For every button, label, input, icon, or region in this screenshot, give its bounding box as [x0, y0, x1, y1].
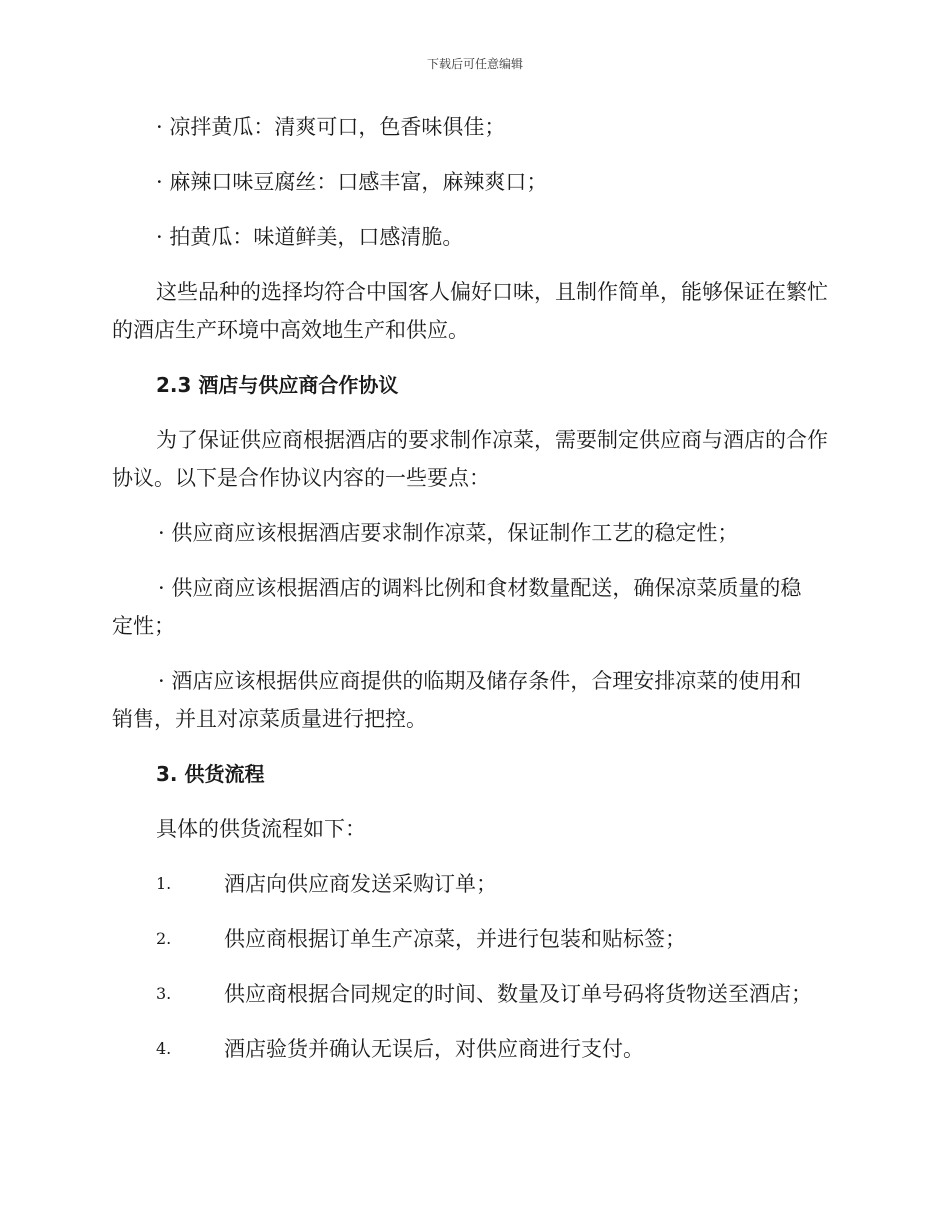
bullet-item — [112, 569, 832, 645]
paragraph: 具体的供货流程如下： — [156, 817, 366, 841]
step-text: 酒店验货并确认无误后，对供应商进行支付。 — [224, 1037, 644, 1061]
list-item — [156, 920, 832, 958]
list-item — [156, 1030, 832, 1068]
paragraph: 这些品种的选择均符合中国客人偏好口味，且制作简单，能够保证在繁忙的酒店生产环境中高效地生产和供应。 — [112, 280, 828, 342]
bullet-item: · 拍黄瓜：味道鲜美，口感清脆。 — [156, 225, 464, 249]
step-text: 供应商根据合同规定的时间、数量及订单号码将货物送至酒店； — [224, 982, 812, 1006]
step-number: 2. — [156, 929, 172, 948]
bullet-text-continued: 定性； — [112, 614, 175, 638]
bullet-item: · 凉拌黄瓜：清爽可口，色香味俱佳； — [156, 115, 506, 139]
paragraph: 为了保证供应商根据酒店的要求制作凉菜，需要制定供应商与酒店的合作协议。以下是合作协议内容的一些要点： — [112, 428, 828, 490]
document-body — [112, 108, 832, 1085]
bullet-item: · 麻辣口味豆腐丝：口感丰富，麻辣爽口； — [156, 170, 548, 194]
section-heading-3: 3. 供货流程 — [156, 762, 265, 786]
bullet-text-continued: 销售，并且对凉菜质量进行把控。 — [112, 707, 427, 731]
step-text: 酒店向供应商发送采购订单； — [224, 872, 497, 896]
list-item — [156, 865, 832, 903]
step-number: 1. — [156, 874, 172, 893]
section-heading-2-3: 2.3 酒店与供应商合作协议 — [156, 373, 399, 397]
bullet-item — [112, 662, 832, 738]
bullet-text: · 供应商应该根据酒店要求制作凉菜，保证制作工艺的稳定性； — [158, 521, 739, 545]
step-number: 3. — [156, 984, 172, 1003]
page-header: 下载后可任意编辑 — [426, 57, 523, 71]
step-text: 供应商根据订单生产凉菜，并进行包装和贴标签； — [224, 927, 686, 951]
list-item — [156, 975, 832, 1013]
bullet-text: · 供应商应该根据酒店的调料比例和食材数量配送，确保凉菜质量的稳 — [158, 576, 802, 600]
step-number: 4. — [156, 1039, 172, 1058]
bullet-text: · 酒店应该根据供应商提供的临期及储存条件，合理安排凉菜的使用和 — [158, 669, 802, 693]
bullet-item — [112, 514, 832, 552]
